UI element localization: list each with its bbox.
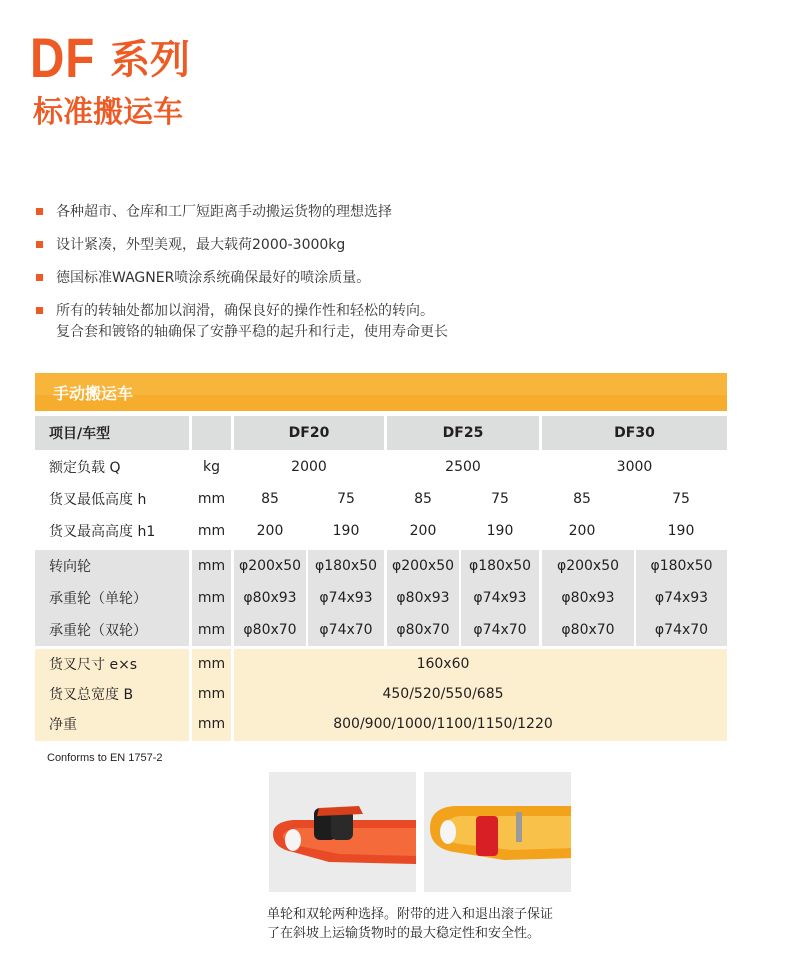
value-cell: 190 xyxy=(667,523,695,539)
value-cell: φ80x93 xyxy=(561,590,615,606)
value-cell: φ80x93 xyxy=(396,590,450,606)
value-cell: 450/520/550/685 xyxy=(382,686,504,702)
header-unit-blank xyxy=(192,416,231,450)
row-label: 货叉最高高度 h1 xyxy=(49,524,156,540)
feature-item xyxy=(36,202,656,223)
value-cell: φ80x93 xyxy=(243,590,297,606)
table-title-band xyxy=(35,373,727,411)
row-unit: mm xyxy=(197,686,226,702)
row-unit: mm xyxy=(197,622,226,638)
header-model: DF25 xyxy=(387,416,539,450)
bullet-square-icon xyxy=(36,241,43,248)
caption-line: 了在斜坡上运输货物时的最大稳定性和安全性。 xyxy=(267,926,541,941)
value-cell: 75 xyxy=(672,491,690,507)
value-cell: 800/900/1000/1100/1150/1220 xyxy=(333,716,553,732)
feature-text: 复合套和镀铬的轴确保了安静平稳的起升和行走，使用寿命更长 xyxy=(56,324,448,340)
value-cell: φ80x70 xyxy=(243,622,297,638)
header-model: DF30 xyxy=(542,416,727,450)
bullet-square-icon xyxy=(36,307,43,314)
table-row xyxy=(35,614,727,646)
value-cell: 85 xyxy=(573,491,591,507)
value-cell: 85 xyxy=(414,491,432,507)
value-cell: φ200x50 xyxy=(391,558,455,574)
table-row xyxy=(35,516,727,546)
value-cell: 2500 xyxy=(445,459,481,475)
feature-item xyxy=(36,301,656,343)
value-cell: φ200x50 xyxy=(556,558,620,574)
feature-list xyxy=(36,202,656,355)
value-cell: φ180x50 xyxy=(314,558,378,574)
value-cell: 160x60 xyxy=(416,656,470,672)
row-unit: mm xyxy=(197,491,226,507)
photo-caption xyxy=(267,905,597,943)
value-cell: φ200x50 xyxy=(238,558,302,574)
band-shade xyxy=(35,395,727,411)
title-df: DF xyxy=(30,26,96,89)
double-wheel-photo xyxy=(424,772,571,892)
single-wheel-photo xyxy=(269,772,416,892)
page-subtitle: 标准搬运车 xyxy=(33,95,183,130)
header-item: 项目/车型 xyxy=(35,416,189,450)
value-cell: 75 xyxy=(337,491,355,507)
bullet-square-icon xyxy=(36,274,43,281)
value-cell: 2000 xyxy=(291,459,327,475)
feature-item xyxy=(36,235,656,256)
value-cell: φ74x70 xyxy=(319,622,373,638)
row-label: 转向轮 xyxy=(49,559,91,575)
table-row xyxy=(35,452,727,482)
table-row xyxy=(35,679,727,709)
table-row xyxy=(35,550,727,582)
value-cell: 190 xyxy=(332,523,360,539)
row-unit: mm xyxy=(197,656,226,672)
value-cell: φ80x70 xyxy=(396,622,450,638)
feature-text: 所有的转轴处都加以润滑，确保良好的操作性和轻松的转向。 xyxy=(56,303,434,319)
row-label: 货叉最低高度 h xyxy=(49,492,147,508)
table-title: 手动搬运车 xyxy=(53,384,134,403)
photo-double-wheel xyxy=(424,772,571,892)
row-label: 货叉总宽度 B xyxy=(49,687,134,703)
photo-single-wheel xyxy=(269,772,416,892)
value-cell: 200 xyxy=(409,523,437,539)
caption-line: 单轮和双轮两种选择。附带的进入和退出滚子保证 xyxy=(267,907,554,922)
row-label: 额定负载 Q xyxy=(49,460,121,476)
table-row xyxy=(35,709,727,739)
row-unit: mm xyxy=(197,590,226,606)
bullet-square-icon xyxy=(36,208,43,215)
value-cell: 85 xyxy=(261,491,279,507)
feature-text: 各种超市、仓库和工厂短距离手动搬运货物的理想选择 xyxy=(56,204,392,220)
row-label: 承重轮（双轮） xyxy=(49,623,147,639)
row-label: 货叉尺寸 e×s xyxy=(49,657,138,673)
value-cell: 3000 xyxy=(616,459,653,475)
value-cell: 75 xyxy=(491,491,509,507)
value-cell: φ180x50 xyxy=(468,558,532,574)
value-cell: φ74x70 xyxy=(654,622,709,638)
value-cell: φ74x93 xyxy=(473,590,527,606)
feature-text: 设计紧凑，外型美观，最大载荷2000-3000kg xyxy=(56,237,346,253)
row-unit: mm xyxy=(197,558,226,574)
value-cell: 190 xyxy=(486,523,514,539)
value-cell: φ74x93 xyxy=(319,590,373,606)
value-cell: φ80x70 xyxy=(561,622,615,638)
value-cell: φ180x50 xyxy=(650,558,713,574)
header-model: DF20 xyxy=(234,416,384,450)
table-row xyxy=(35,582,727,614)
row-label: 承重轮（单轮） xyxy=(49,591,147,607)
value-cell: φ74x70 xyxy=(473,622,527,638)
row-unit: mm xyxy=(197,716,226,732)
table-row xyxy=(35,484,727,514)
feature-item xyxy=(36,268,656,289)
standard-note: Conforms to EN 1757-2 xyxy=(47,752,163,764)
row-unit: kg xyxy=(203,459,220,475)
value-cell: 200 xyxy=(568,523,596,539)
table-header-row xyxy=(35,416,727,450)
row-label: 净重 xyxy=(49,717,77,733)
title-series: 系列 xyxy=(110,37,190,83)
value-cell: φ74x93 xyxy=(654,590,709,606)
feature-text: 德国标准WAGNER喷涂系统确保最好的喷涂质量。 xyxy=(56,270,371,286)
table-row xyxy=(35,649,727,679)
value-cell: 200 xyxy=(256,523,284,539)
row-unit: mm xyxy=(197,523,226,539)
